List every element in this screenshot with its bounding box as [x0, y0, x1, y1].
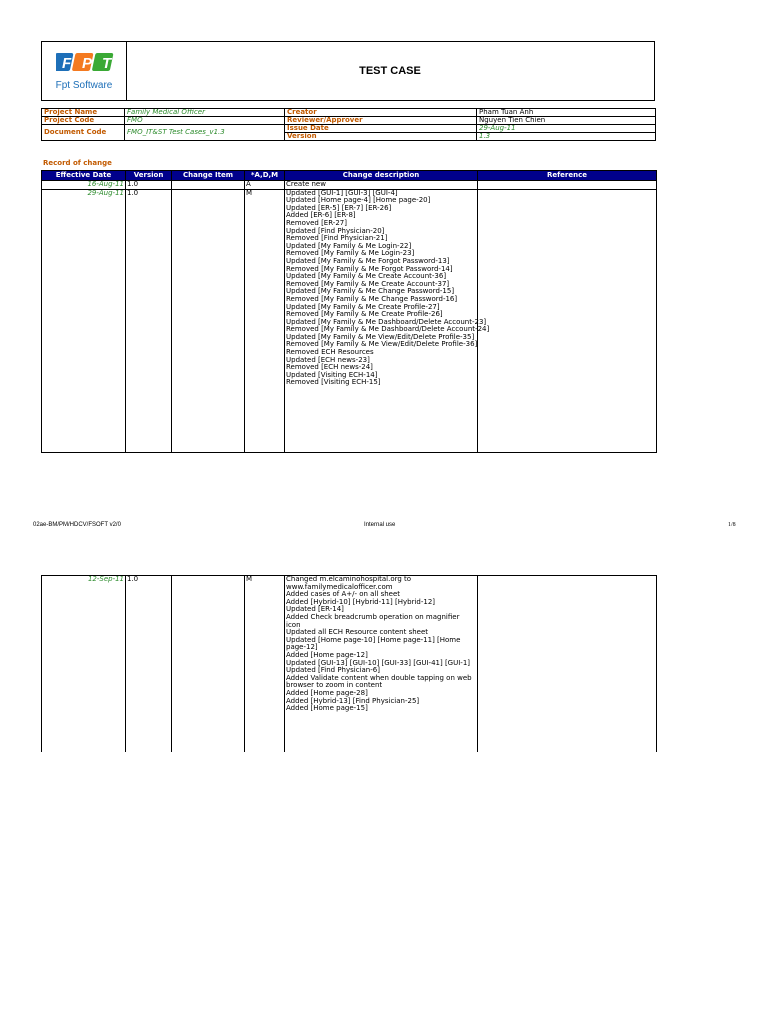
description-line: Added [Home page-28] [286, 688, 368, 697]
description-line: Updated [My Family & Me Change Password-15] [286, 287, 455, 296]
description-line: Removed [My Family & Me View/Edit/Delete Profile-36] [286, 340, 478, 349]
version-label: Version [285, 133, 477, 141]
adm-cell: M [245, 189, 285, 452]
reviewer-value: Nguyen Tien Chien [477, 117, 656, 125]
change-item-cell [172, 189, 245, 452]
svg-text:P: P [82, 55, 93, 72]
table-row [42, 181, 657, 190]
col-change-item: Change Item [172, 171, 245, 181]
adm-cell: A [245, 181, 285, 190]
info-row [42, 117, 656, 125]
svg-text:F: F [62, 55, 72, 72]
col-version: Version [126, 171, 172, 181]
description-line: Removed [My Family & Me Login-23] [286, 249, 415, 258]
col-change-description: Change description [285, 171, 478, 181]
change-description-cell [285, 188, 490, 452]
change-description-cell [285, 181, 478, 190]
issue-date-value: 29-Aug-11 [477, 125, 656, 133]
description-line: Changed m.elcaminohospital.org to www.familymedicalofficer.com [286, 575, 412, 591]
logo-subtitle: Fpt Software [55, 80, 113, 91]
change-table [41, 170, 657, 453]
version-cell: 1.0 [126, 181, 172, 190]
description-line: Removed [My Family & Me Change Password-16] [286, 294, 458, 303]
table-row [42, 189, 657, 452]
version-value: 1.3 [477, 133, 656, 141]
project-code-value: FMO [125, 117, 285, 125]
table-row [42, 576, 657, 753]
footer-page-number: 1/8 [728, 522, 736, 528]
description-line: Added [Home page-15] [286, 704, 368, 713]
description-line: Updated [My Family & Me View/Edit/Delete Profile-35] [286, 332, 475, 341]
description-line: Updated [GUI-1] [GUI-3] [GUI-4] [286, 188, 398, 197]
fpt-logo-icon [56, 51, 116, 73]
description-line: Updated [GUI-13] [GUI-10] [GUI-33] [GUI-41] [GUI-1] [286, 658, 471, 667]
info-row [42, 125, 656, 133]
description-line: Added Check breadcrumb operation on magnifier icon [286, 612, 460, 629]
description-line: Added [Hybrid-13] [Find Physician-25] [286, 696, 420, 705]
version-cell: 1.0 [126, 576, 172, 753]
description-line: Updated [Visiting ECH-14] [286, 370, 378, 379]
change-item-cell [172, 576, 245, 753]
description-line: Removed [My Family & Me Create Account-37] [286, 279, 450, 288]
description-line: Removed [ECH news-24] [286, 363, 373, 372]
col-effective-date: Effective Date [42, 171, 126, 181]
description-line: Removed [My Family & Me Create Profile-26] [286, 310, 443, 319]
description-line: Updated [Find Physician-6] [286, 666, 380, 675]
info-row [42, 109, 656, 117]
footer-usage: Internal use [364, 522, 396, 528]
reviewer-label: Reviewer/Approver [285, 117, 477, 125]
description-line: Removed [Visiting ECH-15] [286, 378, 381, 387]
document-code-label: Document Code [42, 125, 125, 141]
description-line: Updated [ECH news-23] [286, 355, 370, 364]
col-adm: *A,D,M [245, 171, 285, 181]
description-line: Updated [My Family & Me Create Account-36] [286, 272, 447, 281]
description-line: Added Validate content when double tapping on web browser to zoom in content [286, 673, 472, 690]
col-reference: Reference [478, 171, 657, 181]
description-line: Updated [My Family & Me Login-22] [286, 241, 412, 250]
description-line: Create new [286, 180, 326, 188]
description-line: Removed ECH Resources [286, 348, 374, 357]
description-line: Updated [ER-14] [286, 605, 344, 614]
description-line: Removed [My Family & Me Forgot Password-14] [286, 264, 453, 273]
change-table-header [42, 171, 657, 181]
adm-cell: M [245, 576, 285, 753]
record-of-change-title: Record of change [43, 159, 112, 167]
creator-label: Creator [285, 109, 477, 117]
description-line: Added cases of A+/- on all sheet [286, 590, 401, 599]
description-line: Removed [Find Physician-21] [286, 234, 388, 243]
change-table-continued [41, 575, 657, 752]
logo-cell [42, 42, 127, 100]
svg-text:T: T [102, 55, 112, 72]
reference-cell [478, 576, 657, 753]
effective-date: 16-Aug-11 [42, 181, 126, 190]
change-item-cell [172, 181, 245, 190]
description-line: Updated [My Family & Me Dashboard/Delete Account-23] [286, 317, 487, 326]
document-code-value: FMO_IT&ST Test Cases_v1.3 [125, 125, 285, 141]
footer-doc-code: 02ae-BM/PM/HDCV/FSOFT v2/0 [33, 522, 121, 528]
description-line: Added [ER-6] [ER-8] [286, 211, 356, 220]
issue-date-label: Issue Date [285, 125, 477, 133]
project-info-table [41, 108, 656, 141]
effective-date: 29-Aug-11 [42, 189, 126, 452]
project-name-label: Project Name [42, 109, 125, 117]
page-title: TEST CASE [359, 65, 421, 77]
description-line: Updated [Find Physician-20] [286, 226, 385, 235]
description-line: Added [Home page-12] [286, 650, 368, 659]
description-line: Removed [ER-27] [286, 218, 347, 227]
description-line: Added [Hybrid-10] [Hybrid-11] [Hybrid-12] [286, 597, 436, 606]
change-description-cell [285, 576, 478, 753]
description-line: Updated all ECH Resource content sheet [286, 628, 429, 637]
project-code-label: Project Code [42, 117, 125, 125]
project-name-value: Family Medical Officer [125, 109, 285, 117]
version-cell: 1.0 [126, 189, 172, 452]
reference-cell [478, 181, 657, 190]
document-header [41, 41, 655, 101]
description-line: Updated [Home page-10] [Home page-11] [Home page-12] [286, 635, 461, 652]
reference-cell [478, 189, 657, 452]
description-line: Updated [My Family & Me Forgot Password-13] [286, 256, 450, 265]
description-line: Updated [Home page-4] [Home page-20] [286, 196, 431, 205]
description-line: Updated [My Family & Me Create Profile-27] [286, 302, 440, 311]
description-line: Removed [My Family & Me Dashboard/Delete Account-24] [286, 325, 490, 334]
effective-date: 12-Sep-11 [42, 576, 126, 753]
description-line: Updated [ER-5] [ER-7] [ER-26] [286, 203, 392, 212]
creator-value: Pham Tuan Anh [477, 109, 656, 117]
